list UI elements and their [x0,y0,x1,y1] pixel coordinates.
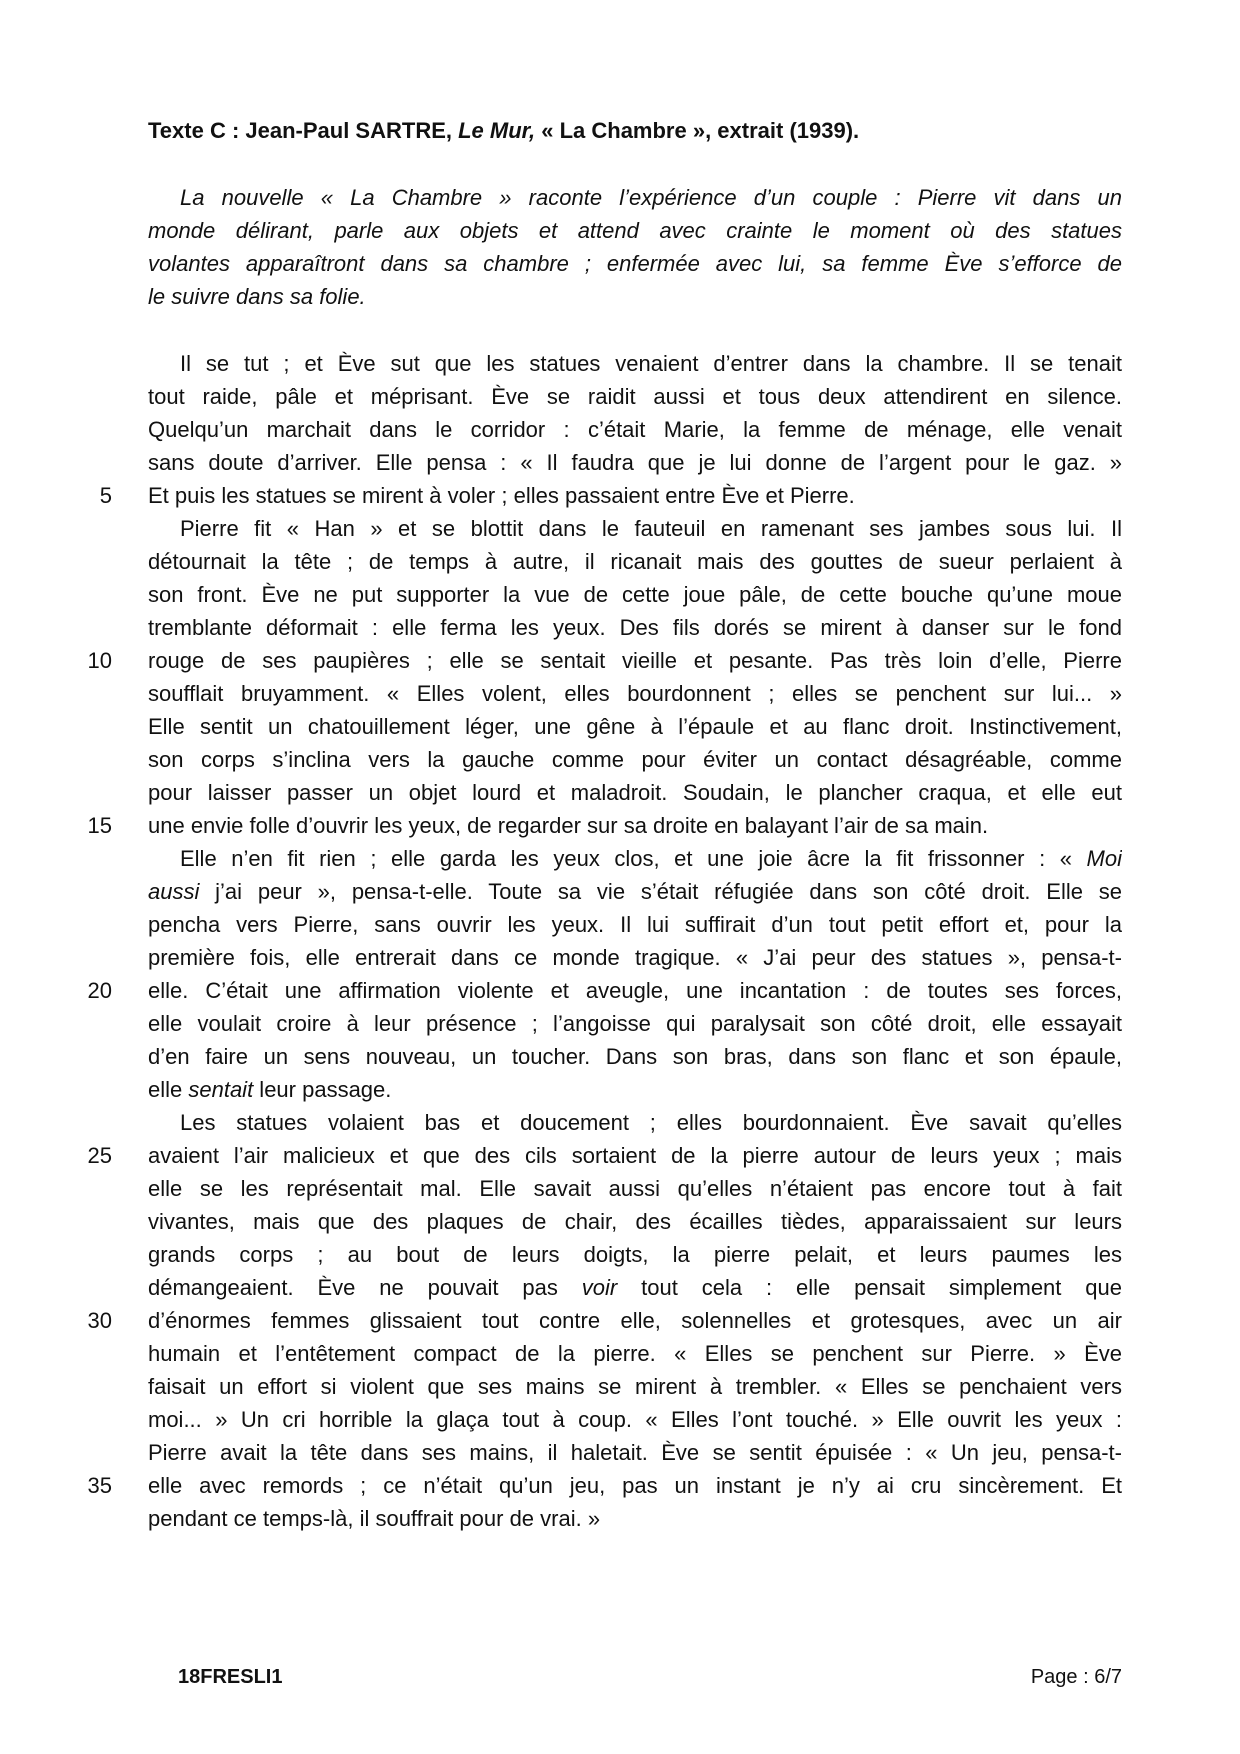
text-italic: aussi [148,879,200,904]
text-line [148,842,1122,875]
text-line: pour laisser passer un objet lourd et maladroit. Soudain, le plancher craqua, et elle eut [148,780,1122,805]
text-line: Pierre fit « Han » et se blottit dans le fauteuil en ramenant ses jambes sous lui. Il [180,516,1122,541]
title-prefix: Texte C : Jean-Paul SARTRE, [148,118,459,143]
title-rest: « La Chambre », extrait (1939). [535,118,860,143]
line-number: 30 [87,1308,112,1333]
text-line: sans doute d’arriver. Elle pensa : « Il faudra que je lui donne de l’argent pour le gaz. » [148,450,1122,475]
text-line: pendant ce temps-là, il souffrait pour de vrai. » [148,1506,601,1531]
title-work: Le Mur, [458,118,536,143]
line-number: 25 [87,1143,112,1168]
text-line: elle. C’était une affirmation violente et aveugle, une incantation : de toutes ses forces, [148,978,1122,1003]
text-line: humain et l’entêtement compact de la pierre. « Elles se penchent sur Pierre. » Ève [148,1341,1122,1366]
page-number: Page : 6/7 [1030,1666,1122,1688]
text-italic: voir [581,1275,618,1300]
text-segment: tout cela : elle pensait simplement que [617,1275,1122,1300]
text-line: première fois, elle entrerait dans ce monde tragique. « J’ai peur des statues », pensa-t- [148,945,1122,970]
footer-code: 18FRESLI1 [178,1666,283,1688]
text-segment: leur passage. [253,1077,392,1102]
text-line: soufflait bruyamment. « Elles volent, elles bourdonnent ; elles se penchent sur lui... » [148,681,1122,706]
text-line: elle avec remords ; ce n’était qu’un jeu, pas un instant je n’y ai cru sincèrement. Et [148,1473,1122,1498]
text-line: Pierre avait la tête dans ses mains, il haletait. Ève se sentit épuisée : « Un jeu, pensa-t- [148,1440,1122,1465]
document-title [148,118,859,144]
text-line: grands corps ; au bout de leurs doigts, la pierre pelait, et leurs paumes les [148,1242,1122,1267]
text-line: d’en faire un sens nouveau, un toucher. Dans son bras, dans son flanc et son épaule, [148,1044,1122,1069]
text-line: elle se les représentait mal. Elle savait aussi qu’elles n’étaient pas encore tout à fait [148,1176,1122,1201]
text-line: son corps s’inclina vers la gauche comme pour éviter un contact désagréable, comme [148,747,1122,772]
intro-line: volantes apparaîtront dans sa chambre ; enfermée avec lui, sa femme Ève s’efforce de [148,251,1122,276]
line-number: 35 [87,1473,112,1498]
line-number: 20 [87,978,112,1003]
text-line: Elle sentit un chatouillement léger, une gêne à l’épaule et au flanc droit. Instinctivement, [148,714,1122,739]
text-line: rouge de ses paupières ; elle se sentait vieille et pesante. Pas très loin d’elle, Pierre [148,648,1122,673]
text-line: Quelqu’un marchait dans le corridor : c’était Marie, la femme de ménage, elle venait [148,417,1122,442]
text-line: une envie folle d’ouvrir les yeux, de regarder sur sa droite en balayant l’air de sa main. [148,813,989,838]
intro-line: le suivre dans sa folie. [148,284,366,309]
text-line: faisait un effort si violent que ses mains se mirent à trembler. « Elles se penchaient vers [148,1374,1122,1399]
text-line: tremblante déformait : elle ferma les yeux. Des fils dorés se mirent à danser sur le fond [148,615,1122,640]
line-number: 15 [87,813,112,838]
text-italic: Moi [1086,846,1122,871]
text-line [148,1271,1122,1304]
text-line [148,875,1122,908]
text-segment: démangeaient. Ève ne pouvait pas [148,1275,582,1300]
text-segment: Elle n’en fit rien ; elle garda les yeux clos, et une joie âcre la fit frissonner : « [180,846,1087,871]
text-segment: elle [148,1077,189,1102]
text-line: son front. Ève ne put supporter la vue de cette joue pâle, de cette bouche qu’une moue [148,582,1122,607]
intro-line: La nouvelle « La Chambre » raconte l’expérience d’un couple : Pierre vit dans un [180,185,1122,210]
text-line: avaient l’air malicieux et que des cils sortaient de la pierre autour de leurs yeux ; mais [148,1143,1122,1168]
intro-paragraph [148,181,1122,313]
text-line: Les statues volaient bas et doucement ; elles bourdonnaient. Ève savait qu’elles [180,1110,1122,1135]
excerpt-text [148,347,1122,1535]
text-segment: j’ai peur », pensa-t-elle. Toute sa vie s’était réfugiée dans son côté droit. Elle se [199,879,1122,904]
line-number: 10 [87,648,112,673]
text-line: vivantes, mais que des plaques de chair, des écailles tièdes, apparaissaient sur leurs [148,1209,1122,1234]
text-line: moi... » Un cri horrible la glaça tout à coup. « Elles l’ont touché. » Elle ouvrit les yeux : [148,1407,1122,1432]
text-line: Il se tut ; et Ève sut que les statues venaient d’entrer dans la chambre. Il se tenait [180,351,1122,376]
text-line: d’énormes femmes glissaient tout contre elle, solennelles et grotesques, avec un air [148,1308,1122,1333]
text-line: détournait la tête ; de temps à autre, il ricanait mais des gouttes de sueur perlaient à [148,549,1122,574]
text-line: pencha vers Pierre, sans ouvrir les yeux. Il lui suffirait d’un tout petit effort et, pour la [148,912,1122,937]
text-line: Et puis les statues se mirent à voler ; elles passaient entre Ève et Pierre. [148,483,855,508]
text-line: tout raide, pâle et méprisant. Ève se raidit aussi et tous deux attendirent en silence. [148,384,1122,409]
text-italic: sentait [188,1077,254,1102]
line-number: 5 [99,483,112,508]
text-line: elle voulait croire à leur présence ; l’angoisse qui paralysait son côté droit, elle essayait [148,1011,1122,1036]
text-line [148,1073,1122,1106]
intro-line: monde délirant, parle aux objets et attend avec crainte le moment où des statues [148,218,1122,243]
